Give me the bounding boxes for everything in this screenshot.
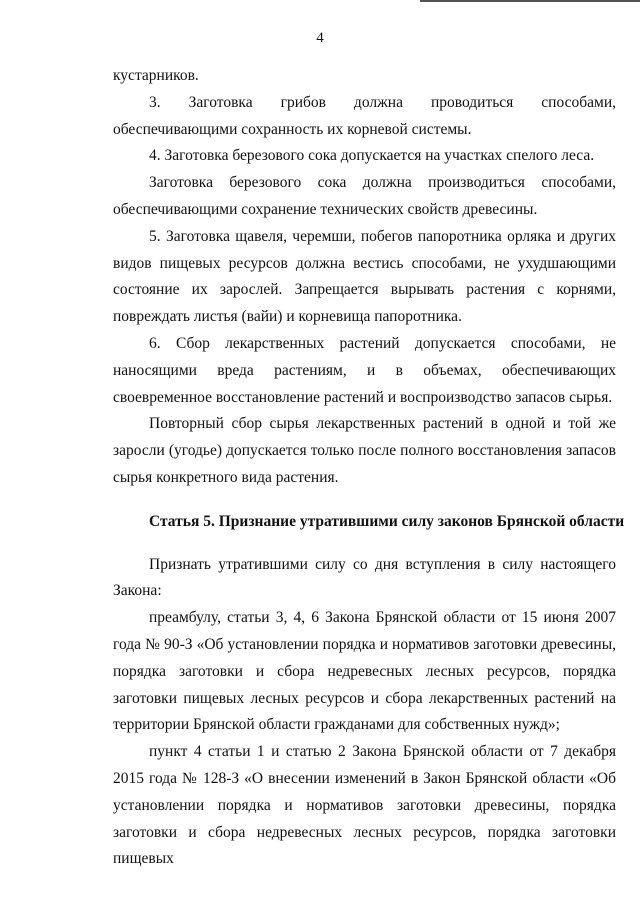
document-body	[113, 63, 625, 873]
article-5-item-1: преамбулу, статьи 3, 4, 6 Закона Брянской области от 15 июня 2007 года № 90-З «Об установлении порядка и нормативов заготовки древесины, порядка заготовки и сбора недревесных лесных ресурсов, порядка заготовки пищевых лесных ресурсов и сбора лекарственных растений на территории Брянской области гражданами для собственных нужд»;	[113, 609, 616, 734]
paragraph-item-4: 4. Заготовка березового сока допускается на участках спелого леса.	[149, 147, 595, 165]
paragraph-item-6-cont: Повторный сбор сырья лекарственных растений в одной и той же заросли (угодье) допускается только после полного восстановления запасов сырья конкретного вида растения.	[113, 415, 616, 486]
page-number: 4	[316, 30, 324, 46]
article-5-item-2: пункт 4 статьи 1 и статью 2 Закона Брянской области от 7 декабря 2015 года № 128-З «О внесении изменений в Закон Брянской области «Об установлении порядка и нормативов заготовки древесины, порядка заготовки и сбора недревесных лесных ресурсов, порядка заготовки пищевых	[113, 743, 616, 868]
article-5-intro: Признать утратившими силу со дня вступления в силу настоящего Закона:	[113, 555, 616, 600]
paragraph-continuation: кустарников.	[113, 67, 199, 84]
paragraph-item-4-cont: Заготовка березового сока должна производиться способами, обеспечивающими сохранение технических свойств древесины.	[113, 174, 616, 218]
paragraph-item-3: 3. Заготовка грибов должна проводиться способами, обеспечивающими сохранность их корневой системы.	[113, 93, 616, 138]
article-5-heading: Статья 5. Признание утратившими силу законов Брянской области	[149, 512, 625, 530]
paragraph-item-5: 5. Заготовка щавеля, черемши, побегов папоротника орляка и других видов пищевых ресурсов должна вестись способами, не ухудшающими состояние их зарослей. Запрещается вырывать растения с корнями, повреждать листья (вайи) и корневища папоротника.	[113, 227, 616, 326]
paragraph-item-6: 6. Сбор лекарственных растений допускается способами, не наносящими вреда растениям, и в объемах, обеспечивающих своевременное восстановление растений и воспроизводство запасов сырья.	[113, 334, 616, 406]
